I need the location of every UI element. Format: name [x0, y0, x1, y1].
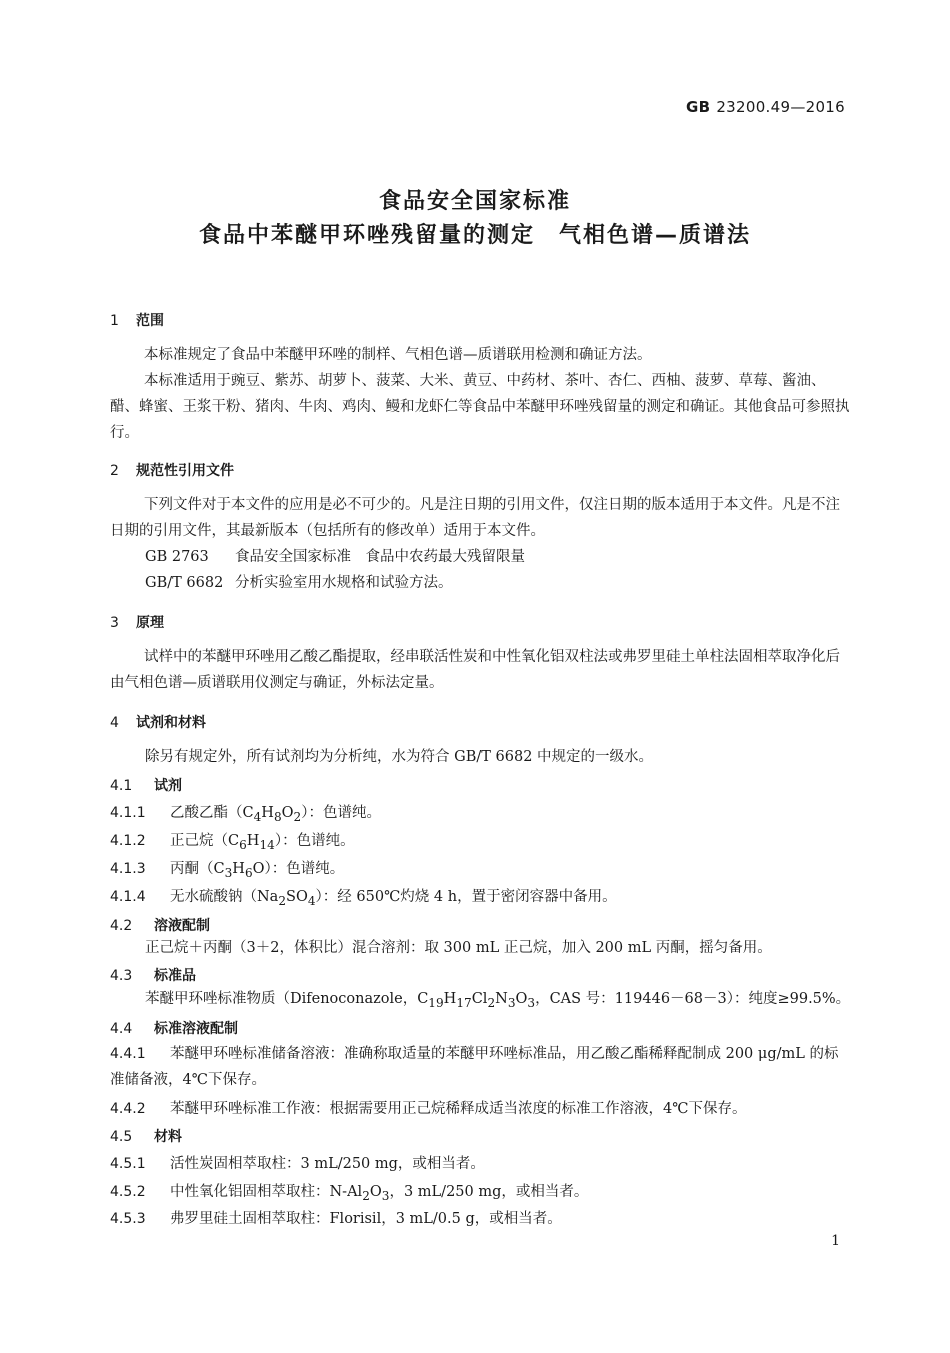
item-4-1-1: 4.1.1 乙酸乙酯$(C_4H_8O_2)$：色谱纯。 [110, 805, 381, 824]
item-4-1-4: 4.1.4 无水硫酸钠$(Na_2SO_4)$：经 650℃灼烧 4 h，置于密闭容器中备用。 [110, 889, 617, 908]
section-4-4-heading: 4.4 标准溶液配制 [110, 1021, 238, 1037]
section-1-heading: 1 范围 [110, 313, 164, 329]
section-1-para-2: 本标准适用于豌豆、紫苏、胡萝卜、菠菜、大米、黄豆、中药材、茶叶、杏仁、西柚、菠萝、草莓、酱油、醋、蜂蜜、王浆干粉、猪肉、牛肉、鸡肉、鳗和龙虾仁等食品中苯醚甲环唑残留量的测定和确证。其他食品可参照执行。 [110, 373, 850, 441]
section-3-heading: 3 原理 [110, 615, 164, 631]
reference-gb2763: GB 2763 食品安全国家标准 食品中农药最大残留限量 [145, 549, 525, 565]
section-4-heading: 4 试剂和材料 [110, 715, 206, 731]
reference-gb6682: GB/T 6682 分析实验室用水规格和试验方法。 [145, 575, 453, 591]
standard-code: GB 23200.49—2016 [685, 98, 845, 116]
page-number: 1 [831, 1233, 840, 1249]
section-4-2-para: 正己烷＋丙酮（3＋2，体积比）混合溶剂：取 300 mL 正己烷，加入 200 mL 丙酮，摇匀备用。 [145, 940, 772, 956]
section-4-para-1: 除另有规定外，所有试剂均为分析纯，水为符合 GB/T 6682 中规定的一级水。 [145, 749, 654, 765]
item-4-5-2: 4.5.2 中性氧化铝固相萃取柱：$N-Al_2O_3$，3 mL/250 mg，或相当者。 [110, 1184, 589, 1203]
item-4-5-1: 4.5.1 活性炭固相萃取柱：3 mL/250 mg，或相当者。 [110, 1156, 485, 1172]
item-4-1-3: 4.1.3 丙酮$(C_3H_6O)$：色谱纯。 [110, 861, 345, 880]
section-4-1-heading: 4.1 试剂 [110, 778, 182, 794]
item-4-5-3: 4.5.3 弗罗里硅土固相萃取柱：Florisil，3 mL/0.5 g，或相当者。 [110, 1211, 562, 1227]
section-3-para-1: 试样中的苯醚甲环唑用乙酸乙酯提取，经串联活性炭和中性氧化铝双柱法或弗罗里硅土单柱法固相萃取净化后由气相色谱—质谱联用仪测定与确证，外标法定量。 [110, 649, 840, 691]
section-2-para-1: 下列文件对于本文件的应用是必不可少的。凡是注日期的引用文件，仅注日期的版本适用于本文件。凡是不注日期的引用文件，其最新版本（包括所有的修改单）适用于本文件。 [110, 497, 840, 539]
section-2-heading: 2 规范性引用文件 [110, 463, 234, 479]
document-title-line1: 食品安全国家标准 [378, 189, 571, 214]
section-4-3-heading: 4.3 标准品 [110, 968, 196, 984]
item-4-4-1: 4.4.1 苯醚甲环唑标准储备溶液：准确称取适量的苯醚甲环唑标准品，用乙酸乙酯稀释配制成 200 μg/mL 的标准储备液，4℃下保存。 [110, 1046, 839, 1088]
section-4-5-heading: 4.5 材料 [110, 1129, 182, 1145]
section-4-2-heading: 4.2 溶液配制 [110, 918, 210, 934]
section-4-3-para: 苯醚甲环唑标准物质（Difenoconazole，$C_{19}H_{17}Cl_2N_3O_3$，CAS 号：119446－68－3）：纯度≥99.5%。 [145, 991, 851, 1010]
document-title-line2: 食品中苯醚甲环唑残留量的测定 气相色谱—质谱法 [198, 223, 751, 248]
section-1-para-1: 本标准规定了食品中苯醚甲环唑的制样、气相色谱—质谱联用检测和确证方法。 [144, 347, 652, 363]
item-4-1-2: 4.1.2 正己烷$(C_6H_{14})$：色谱纯。 [110, 833, 355, 852]
item-4-4-2: 4.4.2 苯醚甲环唑标准工作液：根据需要用正己烷稀释成适当浓度的标准工作溶液，4℃下保存。 [110, 1101, 747, 1117]
